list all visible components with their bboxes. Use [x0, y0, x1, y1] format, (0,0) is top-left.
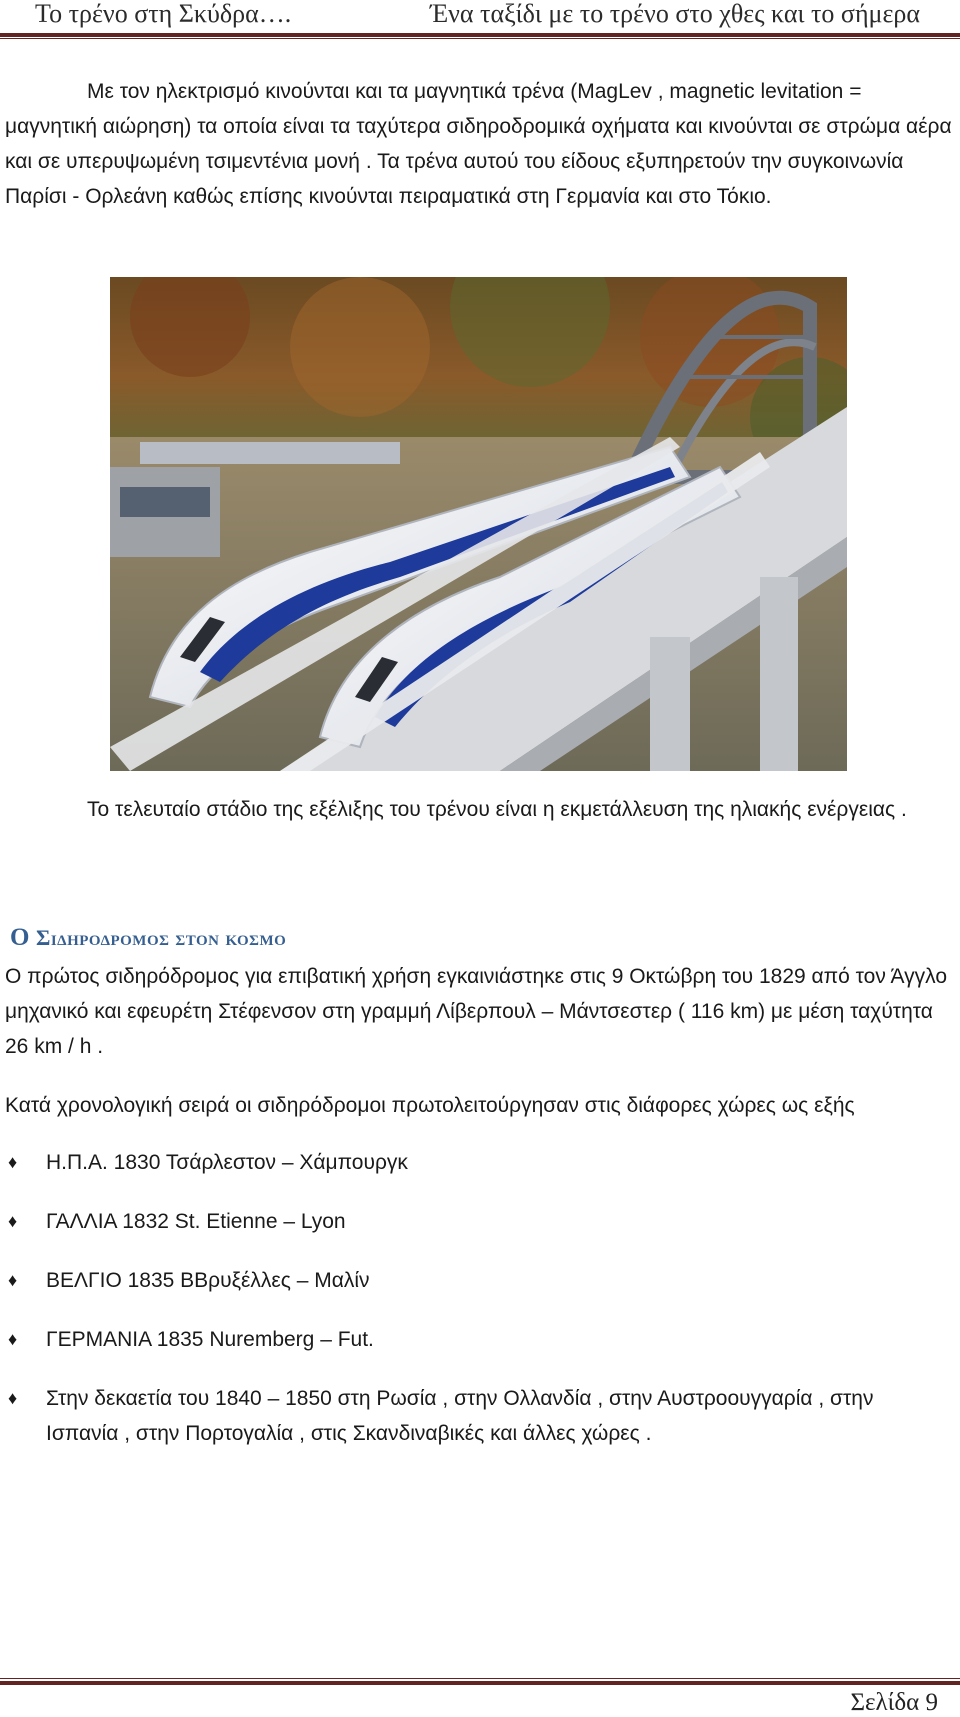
- list-item-text: ΓΕΡΜΑΝΙΑ 1835 Nuremberg – Fut.: [46, 1328, 374, 1351]
- list-item-text: ΓΑΛΛΙΑ 1832 St. Etienne – Lyon: [46, 1210, 346, 1233]
- heading-first-letter: Ο: [10, 924, 30, 951]
- list-item: [0, 1145, 926, 1180]
- paragraph-chronological: Κατά χρονολογική σειρά οι σιδηρόδρομοι πρωτολειτούργησαν στις διάφορες χώρες ως εξής: [5, 1094, 855, 1117]
- maglev-train-photo: [110, 277, 847, 771]
- footer-rule-thick: [0, 1681, 960, 1685]
- footer-rule-thin: [0, 1678, 960, 1679]
- page-number: Σελίδα 9: [850, 1689, 938, 1716]
- heading-rest: Σιδηροδρομος στον κοσμο: [35, 925, 287, 950]
- diamond-bullet-icon: ♦: [8, 1270, 18, 1290]
- diamond-bullet-icon: ♦: [8, 1152, 18, 1172]
- header-right-title: Ένα ταξίδι με το τρένο στο χθες και το σήμερα: [430, 0, 920, 28]
- list-item-text: ΒΕΛΓΙΟ 1835 ΒΒρυξέλλες – Μαλίν: [46, 1269, 370, 1292]
- diamond-bullet-icon: ♦: [8, 1329, 18, 1349]
- paragraph-solar: Το τελευταίο στάδιο της εξέλιξης του τρένου είναι η εκμετάλλευση της ηλιακής ενέργειας .: [87, 798, 907, 821]
- list-item: [0, 1263, 926, 1298]
- list-item-text: Στην δεκαετία του 1840 – 1850 στη Ρωσία , στην Ολλανδία , στην Αυστροουγγαρία , στην Ισπανία , στην Πορτογαλία , στις Σκανδιναβικές και άλλες χώρες .: [46, 1387, 874, 1445]
- diamond-bullet-icon: ♦: [8, 1388, 18, 1408]
- paragraph-maglev: Με τον ηλεκτρισμό κινούνται και τα μαγνητικά τρένα (MagLev , magnetic levitation = μαγνητική αιώρηση) τα οποία είναι τα ταχύτερα σιδηροδρομικά οχήματα και κινούνται σε στρώμα αέρα και σε υπερυψωμένη τσιμεντένια μονή . Τα τρένα αυτού του είδους εξυπηρετούν την συγκοινωνία Παρίσι - Ορλεάνη καθώς επίσης κινούνται πειραματικά στη Γερμανία και στο Τόκιο.: [5, 80, 952, 208]
- paragraph-first-railway: Ο πρώτος σιδηρόδρομος για επιβατική χρήση εγκαινιάστηκε στις 9 Οκτώβρη του 1829 από τον Άγγλο μηχανικό και εφευρέτη Στέφενσον στη γραμμή Λίβερπουλ – Μάντσεστερ ( 116 km) με μέση ταχύτητα 26 km / h .: [5, 965, 948, 1058]
- header-left-title: Το τρένο στη Σκύδρα….: [35, 0, 292, 28]
- list-item: [0, 1322, 926, 1357]
- section-heading: [10, 924, 286, 952]
- list-item: [0, 1204, 926, 1239]
- list-item: [0, 1381, 926, 1451]
- header-rule-thick: [0, 33, 960, 37]
- railway-openings-list: [0, 1145, 960, 1475]
- diamond-bullet-icon: ♦: [8, 1211, 18, 1231]
- list-item-text: Η.Π.Α. 1830 Τσάρλεστον – Χάμπουργκ: [46, 1151, 408, 1174]
- header-rule-thin: [0, 38, 960, 39]
